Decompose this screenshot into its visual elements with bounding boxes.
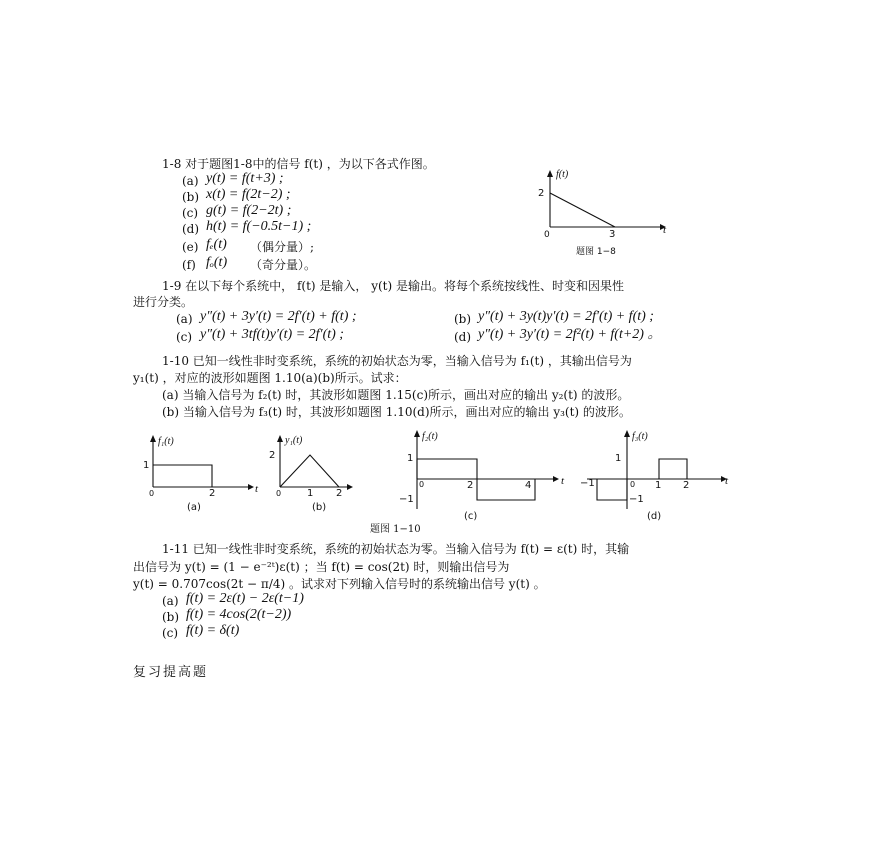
- ytick: −1: [629, 494, 644, 505]
- fig-ylabel: f₃(t): [632, 431, 648, 442]
- fig-ylabel: y₁(t): [285, 435, 303, 446]
- xlabel: t: [561, 475, 565, 487]
- problem-1-8-intro: 1-8 对于题图1-8中的信号 f(t) ，为以下各式作图。: [162, 157, 435, 171]
- fig-origin: 0: [544, 230, 550, 240]
- fig-xtick: 3: [609, 229, 616, 240]
- figure-1-8: [530, 165, 680, 260]
- problem-1-10-a: (a) 当输入信号为 f₂(t) 时，其波形如题图 1.15(c)所示，画出对应的输出 y₂(t) 的波形。: [162, 388, 630, 402]
- problem-1-10-line1: 1-10 已知一线性非时变系统，系统的初始状态为零，当输入信号为 f₁(t) ，其输出信号为: [162, 354, 632, 368]
- xtick: 2: [683, 480, 690, 491]
- y-arrow: [277, 435, 283, 442]
- figure-1-10d: [575, 424, 740, 524]
- section-heading: 复习提高题: [133, 665, 209, 680]
- signal-ramp: [550, 193, 615, 227]
- item-expr: x(t) = f(2t−2) ;: [206, 187, 291, 202]
- fig-ylabel: f₂(t): [422, 431, 438, 442]
- item-label: (a): [176, 312, 193, 326]
- item-label: (b): [182, 190, 200, 204]
- signal-triangle: [280, 455, 339, 487]
- origin: 0: [630, 480, 636, 489]
- item-expr: f(t) = 4cos(2(t−2)): [186, 607, 292, 622]
- xtick: 4: [525, 480, 532, 491]
- item-label: (f): [182, 258, 196, 272]
- xtick: 1: [307, 488, 314, 499]
- item-label: (d): [454, 330, 472, 344]
- problem-1-11-line1: 1-11 已知一线性非时变系统，系统的初始状态为零。当输入信号为 f(t) = ε(t) 时，其输: [162, 542, 630, 556]
- item-label: (a): [182, 174, 199, 188]
- xlabel: t: [255, 483, 259, 495]
- ytick: 1: [615, 453, 622, 464]
- fig-xlabel: t: [663, 224, 667, 236]
- problem-1-9-line1: 1-9 在以下每个系统中， f(t) 是输入， y(t) 是输出。将每个系统按线性、时变和因果性: [162, 279, 624, 293]
- signal-neg-pulse: [597, 479, 627, 500]
- figure-1-10b: [265, 430, 375, 515]
- fig-caption: (d): [647, 511, 662, 522]
- item-expr: y″(t) + 3y′(t) = 2f²(t) + f(t+2) 。: [478, 327, 662, 342]
- item-expr: f(t) = δ(t): [186, 623, 240, 638]
- item-expr: f(t) = 2ε(t) − 2ε(t−1): [186, 591, 304, 606]
- problem-1-10-b: (b) 当输入信号为 f₃(t) 时，其波形如题图 1.10(d)所示，画出对应的输出 y₃(t) 的波形。: [162, 405, 631, 419]
- y-arrow: [414, 430, 420, 437]
- ytick: 2: [269, 450, 276, 461]
- ytick: 1: [143, 460, 150, 471]
- origin: 0: [419, 480, 425, 489]
- figure-1-10c: [395, 424, 580, 524]
- y-arrow: [547, 170, 553, 177]
- item-expr: y″(t) + 3y(t)y′(t) = 2f′(t) + f(t) ;: [478, 309, 654, 324]
- item-expr: y″(t) + 3y′(t) = 2f′(t) + f(t) ;: [200, 309, 357, 324]
- item-label: (b): [454, 312, 472, 326]
- fig-caption: (b): [312, 502, 327, 513]
- item-label: (e): [182, 240, 199, 254]
- ytick: 1: [407, 453, 414, 464]
- item-expr: fₑ(t): [206, 237, 227, 252]
- item-label: (c): [162, 626, 179, 640]
- figure-1-10-caption: 题图 1−10: [370, 524, 421, 535]
- item-expr: y″(t) + 3tf(t)y′(t) = 2f′(t) ;: [200, 327, 344, 342]
- item-label: (c): [182, 206, 199, 220]
- figure-1-10a: [140, 430, 270, 515]
- fig-ytick: 2: [538, 188, 545, 199]
- origin: 0: [149, 489, 155, 498]
- fig-caption: (c): [464, 511, 478, 522]
- item-expr: g(t) = f(2−2t) ;: [206, 203, 292, 218]
- item-expr: h(t) = f(−0.5t−1) ;: [206, 219, 312, 234]
- fig-caption: (a): [187, 502, 201, 513]
- ytick: −1: [399, 494, 414, 505]
- origin: 0: [276, 489, 282, 498]
- y-arrow: [150, 435, 156, 442]
- xtick: 2: [467, 480, 474, 491]
- problem-1-11-line3: y(t) = 0.707cos(2t − π/4) 。试求对下列输入信号时的系统输出信号 y(t) 。: [133, 577, 546, 591]
- x-arrow: [248, 484, 254, 490]
- problem-1-9-line2: 进行分类。: [133, 295, 194, 309]
- xtick: 2: [336, 488, 343, 499]
- xlabel: t: [725, 475, 729, 487]
- item-note: （偶分量）;: [250, 240, 315, 254]
- fig-ylabel: f(t): [556, 169, 569, 180]
- item-label: (d): [182, 222, 200, 236]
- signal-rect: [153, 465, 212, 487]
- xtick: 2: [209, 488, 216, 499]
- signal-pos-pulse: [659, 459, 687, 479]
- y-arrow: [624, 430, 630, 437]
- xtick: 1: [655, 480, 662, 491]
- problem-1-10-line2: y₁(t) ，对应的波形如题图 1.10(a)(b)所示。试求：: [133, 371, 407, 385]
- item-note: （奇分量）。: [250, 258, 317, 272]
- x-arrow: [347, 484, 353, 490]
- xtick: −1: [580, 478, 595, 489]
- item-label: (a): [162, 594, 179, 608]
- item-label: (c): [176, 330, 193, 344]
- problem-1-11-line2: 出信号为 y(t) = (1 − e⁻²ᵗ)ε(t) ；当 f(t) = cos(2t) 时，则输出信号为: [133, 560, 510, 574]
- fig-ylabel: f₁(t): [158, 436, 174, 447]
- item-expr: y(t) = f(t+3) ;: [206, 171, 284, 186]
- item-label: (b): [162, 610, 180, 624]
- x-arrow: [553, 476, 559, 482]
- fig-caption: 题图 1−8: [576, 247, 616, 257]
- item-expr: fₒ(t): [206, 255, 228, 270]
